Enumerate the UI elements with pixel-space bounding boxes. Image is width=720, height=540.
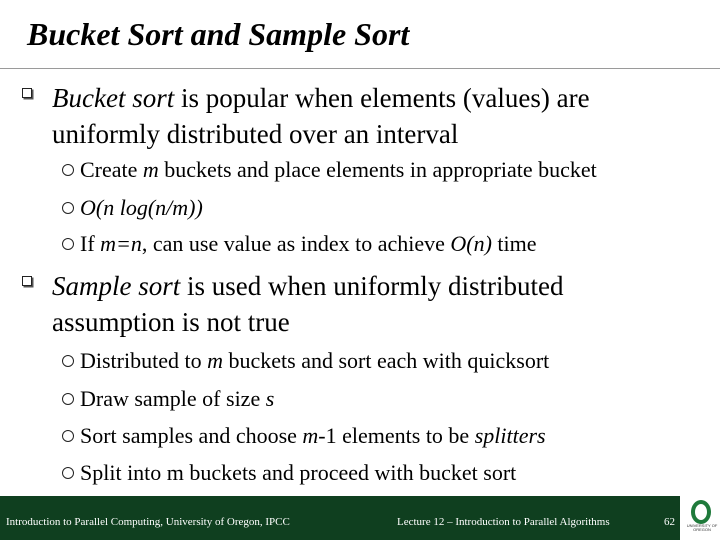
circle-bullet-icon	[62, 238, 74, 250]
footer-course: Introduction to Parallel Computing, University of Oregon, IPCC	[6, 516, 290, 528]
sub-bullet: Sort samples and choose m-1 elements to be splitters	[62, 423, 712, 449]
sub-bullet: Split into m buckets and proceed with bucket sort	[62, 460, 712, 486]
sub-bullet: If m=n, can use value as index to achieve O(n) time	[62, 231, 712, 257]
circle-bullet-icon	[62, 355, 74, 367]
bullet-text: is used when uniformly distributed assumption is not true	[52, 271, 564, 337]
footer-lecture: Lecture 12 – Introduction to Parallel Algorithms	[397, 516, 610, 528]
bullet-sample-sort	[52, 268, 692, 340]
slide-title: Bucket Sort and Sample Sort	[27, 16, 410, 52]
square-bullet-icon	[22, 88, 32, 98]
circle-bullet-icon	[62, 393, 74, 405]
logo-text: UNIVERSITY OF OREGON	[686, 523, 718, 532]
circle-bullet-icon	[62, 430, 74, 442]
square-bullet-icon	[22, 276, 32, 286]
page-number: 62	[664, 516, 675, 528]
bullet-bucket-sort	[52, 80, 692, 152]
bullet-term: Sample sort	[52, 271, 181, 301]
sub-bullet: O(n log(n/m))	[62, 195, 712, 221]
footer-bar	[0, 496, 680, 540]
university-logo	[684, 498, 718, 538]
sub-bullet: Distributed to m buckets and sort each with quicksort	[62, 348, 712, 374]
sub-bullet: Create m buckets and place elements in appropriate bucket	[62, 157, 712, 183]
circle-bullet-icon	[62, 164, 74, 176]
o-logo-icon	[691, 500, 711, 524]
circle-bullet-icon	[62, 202, 74, 214]
bullet-text: is popular when elements (values) are uniformly distributed over an interval	[52, 83, 590, 149]
title-divider	[0, 68, 720, 69]
circle-bullet-icon	[62, 467, 74, 479]
sub-bullet: Draw sample of size s	[62, 386, 712, 412]
bullet-term: Bucket sort	[52, 83, 175, 113]
